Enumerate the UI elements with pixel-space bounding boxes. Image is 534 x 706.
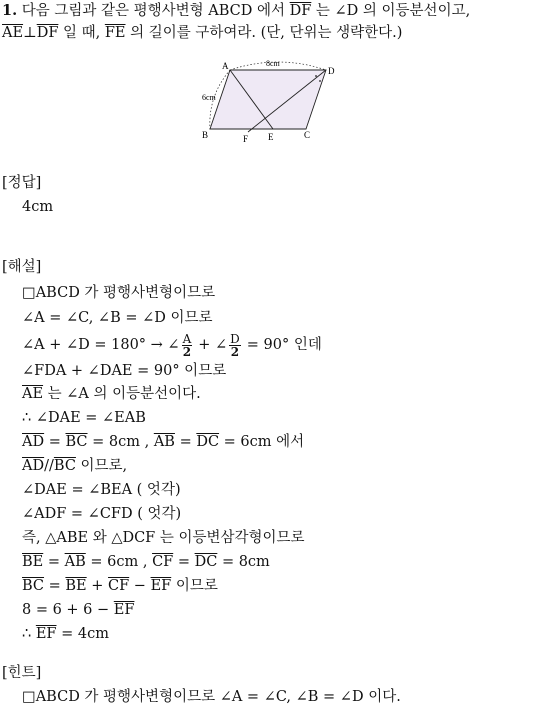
segment-ef: $\overline{EF}$ [150,578,172,594]
segment-bc: $\overline{BC}$ [53,458,76,474]
segment-ad: $\overline{AD}$ [22,434,45,450]
problem-line-2 [2,24,402,42]
hint-text: □ABCD 가 평행사변형이므로 ∠A = ∠C, ∠B = ∠D 이다. [22,689,401,705]
solution-line [22,625,109,643]
solution-heading: [해설] [2,259,42,275]
solution-text: 는 ∠A 의 이등분선이다. [47,386,201,402]
parallel-symbol: // [44,458,54,474]
problem-text: 일 때, [63,25,101,41]
fraction-d-half [229,333,241,358]
segment-ab: $\overline{AB}$ [153,434,175,450]
therefore-symbol: ∴ [22,626,32,642]
label-d: D [328,66,335,76]
problem-number: 1. [2,2,18,19]
label-c: C [304,130,311,140]
solution-text: = 8cm , [92,434,150,450]
segment-ef: $\overline{EF}$ [113,602,135,618]
solution-text: = 6cm 에서 [223,434,305,450]
solution-text: 8 = 6 + 6 − [22,602,110,618]
equals-sign: = [48,434,61,450]
solution-text: + ∠ [198,337,228,353]
label-a: A [222,61,229,71]
solution-line: ∠A = ∠C, ∠B = ∠D 이므로 [22,310,213,326]
length-top-label: 8cm [266,59,280,68]
solution-line [22,433,304,451]
label-f: F [243,134,249,144]
segment-df: $\overline{DF}$ [36,25,59,41]
solution-line [22,385,201,403]
segment-ae: $\overline{AE}$ [22,386,44,402]
solution-line-fraction [22,332,322,358]
segment-bc: $\overline{BC}$ [65,434,88,450]
solution-line [22,577,218,595]
segment-dc: $\overline{DC}$ [196,434,220,450]
perp-symbol: ⊥ [23,25,37,41]
problem-text: 다음 그림과 같은 평행사변형 ABCD 에서 [21,3,286,19]
solution-line [22,457,127,475]
solution-text: = 4cm [61,626,109,642]
equals-sign: = [47,554,61,570]
segment-cf: $\overline{CF}$ [108,578,130,594]
answer-value: 4cm [22,199,54,215]
equals-sign: = [179,434,192,450]
segment-ab: $\overline{AB}$ [64,554,86,570]
parallelogram-figure [196,56,344,144]
solution-line: ∠FDA + ∠DAE = 90° 이므로 [22,363,227,379]
answer-heading: [정답] [2,175,42,191]
solution-text: = 90° 인데 [246,337,322,353]
solution-text: ∠A + ∠D = 180° → ∠ [22,337,180,353]
solution-line [22,601,134,619]
fraction-numerator: D [230,331,240,346]
segment-cf: $\overline{CF}$ [152,554,174,570]
hint-heading: [힌트] [2,665,42,681]
segment-bc: $\overline{BC}$ [22,578,45,594]
minus-sign: − [133,578,146,594]
fraction-denominator: 2 [182,344,192,359]
solution-text: 이므로, [80,458,128,474]
problem-text: 는 ∠D 의 이등분선이고, [315,3,471,19]
segment-fe: $\overline{FE}$ [104,25,126,41]
problem-text: 의 길이를 구하여라. (단, 단위는 생략한다.) [130,25,403,41]
solution-text: = 6cm , [90,554,148,570]
segment-be: $\overline{BE}$ [22,554,44,570]
label-b: B [202,130,209,140]
solution-line [22,553,270,571]
label-e: E [268,132,274,142]
segment-ad: $\overline{AD}$ [22,458,45,474]
segment-ae: $\overline{AE}$ [2,25,24,41]
segment-be: $\overline{BE}$ [65,578,87,594]
problem-line-1 [2,2,470,20]
solution-line: □ABCD 가 평행사변형이므로 [22,285,216,301]
solution-line: 즉, △ABE 와 △DCF 는 이등변삼각형이므로 [22,530,305,546]
segment-df: $\overline{DF}$ [289,3,312,19]
segment-dc: $\overline{DC}$ [194,554,218,570]
solution-text: = 8cm [221,554,270,570]
solution-text: 이므로 [175,578,218,594]
fraction-denominator: 2 [230,344,240,359]
fraction-numerator: A [182,331,192,346]
solution-line: ∴ ∠DAE = ∠EAB [22,410,146,426]
equals-sign: = [177,554,190,570]
equals-sign: = [48,578,61,594]
plus-sign: + [91,578,104,594]
solution-line: ∠ADF = ∠CFD ( 엇각) [22,506,182,522]
solution-line: ∠DAE = ∠BEA ( 엇각) [22,482,181,498]
length-left-label: 6cm [202,93,216,102]
segment-ef: $\overline{EF}$ [35,626,57,642]
fraction-a-half [182,333,193,358]
